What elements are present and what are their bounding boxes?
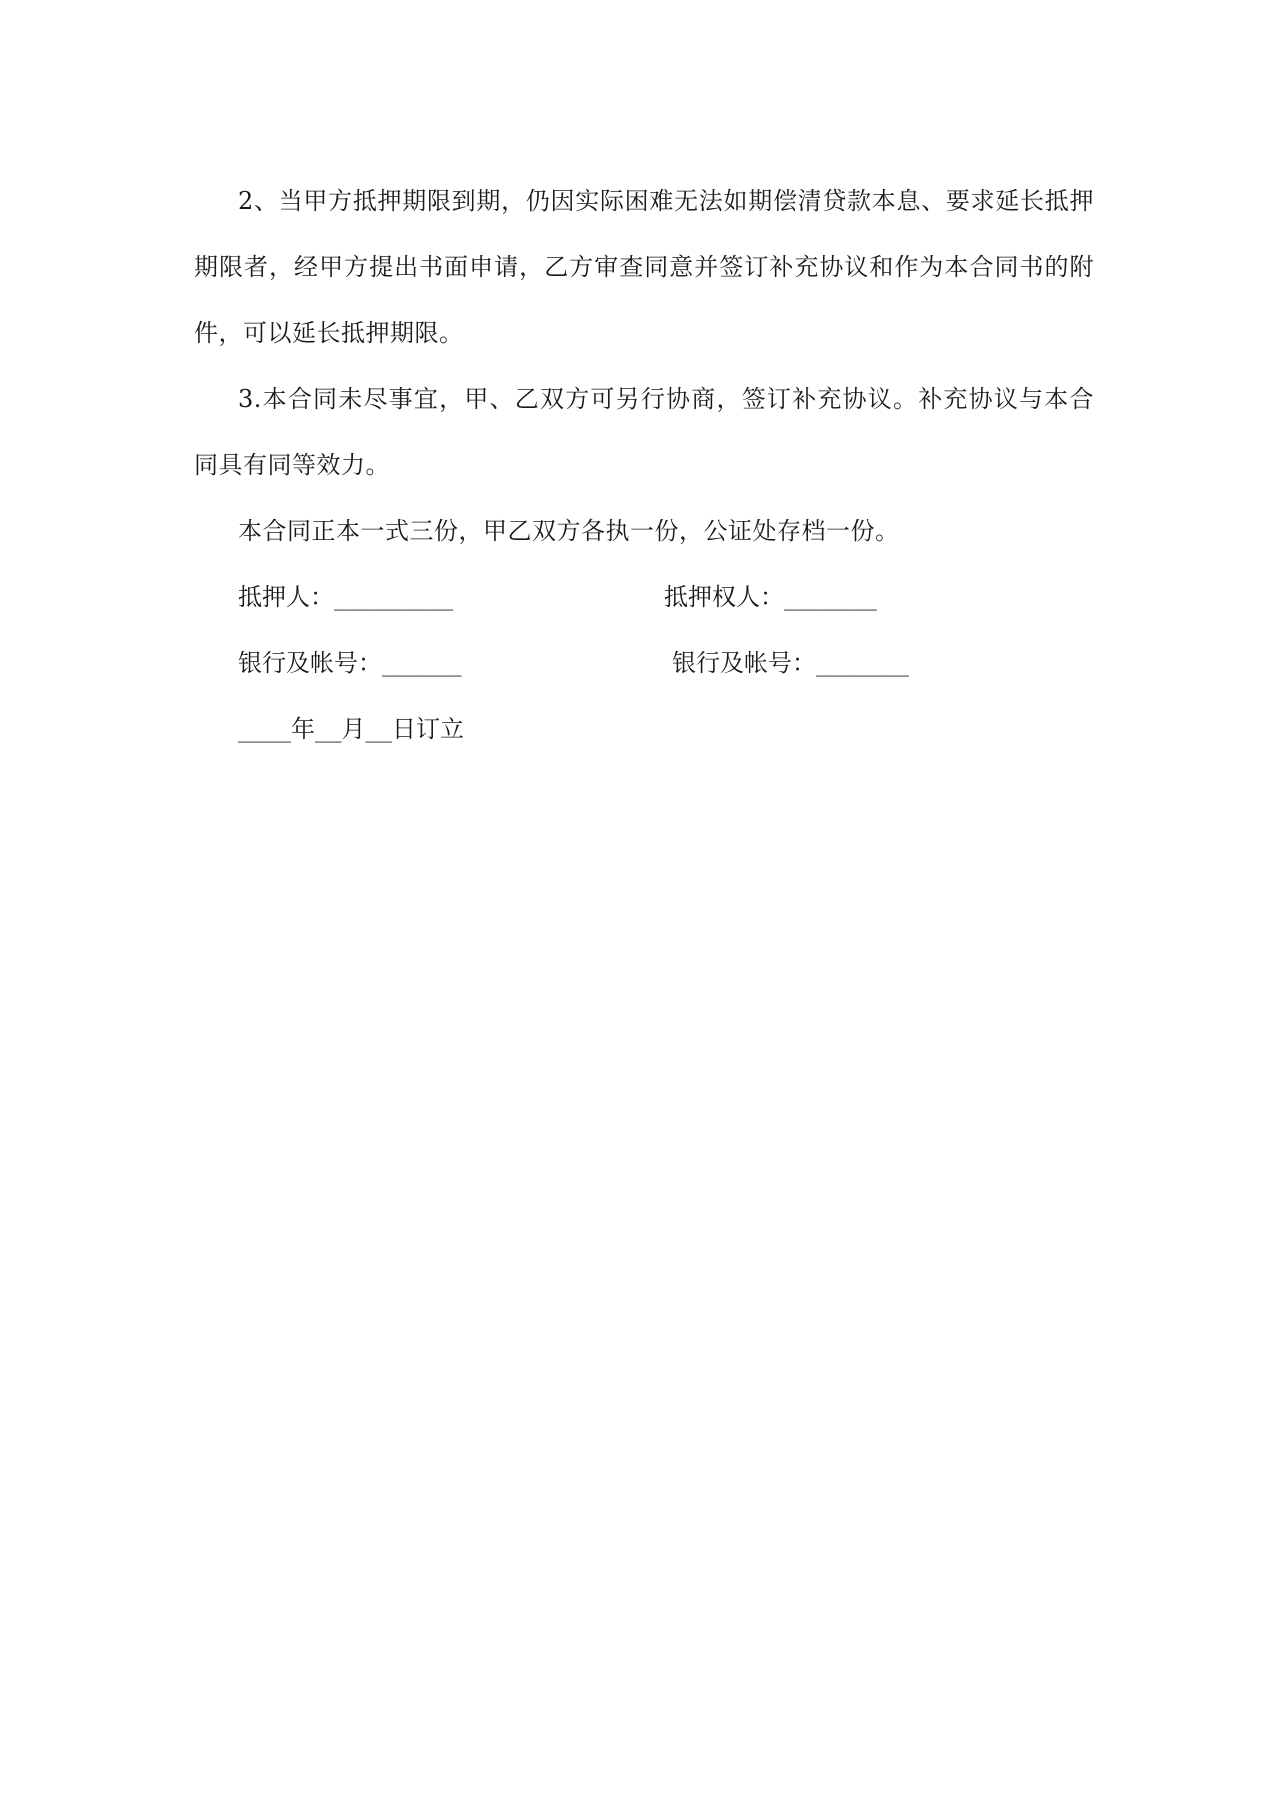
mortgagor-label: 抵押人：: [238, 583, 334, 611]
year-blank: ____: [238, 718, 291, 743]
bank-left-blank: ______: [382, 652, 462, 677]
signing-date: [194, 696, 1094, 762]
signature-row: [194, 564, 1094, 630]
mortgagor-signature: [238, 564, 453, 632]
clause-2-paragraph: 2、当甲方抵押期限到期，仍因实际困难无法如期偿清贷款本息、要求延长抵押期限者，经甲方提出书面申请，乙方审查同意并签订补充协议和作为本合同书的附件，可以延长抵押期限。: [194, 187, 1094, 347]
day-blank: __: [365, 718, 392, 743]
mortgagee-signature: [664, 564, 877, 632]
bank-left-label: 银行及帐号：: [238, 649, 382, 677]
month-blank: __: [314, 718, 342, 743]
clause-3-paragraph: 3.本合同未尽事宜，甲、乙双方可另行协商，签订补充协议。补充协议与本合同具有同等效力。: [194, 385, 1094, 479]
bank-right-blank: _______: [816, 652, 909, 677]
year-label: 年: [290, 715, 315, 743]
copies-paragraph: 本合同正本一式三份，甲乙双方各执一份，公证处存档一份。: [238, 517, 900, 545]
document-body: [194, 168, 1094, 762]
day-label: 日订立: [391, 715, 464, 743]
month-label: 月: [341, 715, 366, 743]
mortgagee-bank-account: [672, 630, 909, 698]
mortgagee-blank: _______: [784, 586, 877, 611]
mortgagor-blank: _________: [334, 586, 454, 611]
mortgagor-bank-account: [238, 630, 461, 698]
bank-account-row: [194, 630, 1094, 696]
mortgagee-label: 抵押权人：: [664, 583, 784, 611]
bank-right-label: 银行及帐号：: [672, 649, 816, 677]
